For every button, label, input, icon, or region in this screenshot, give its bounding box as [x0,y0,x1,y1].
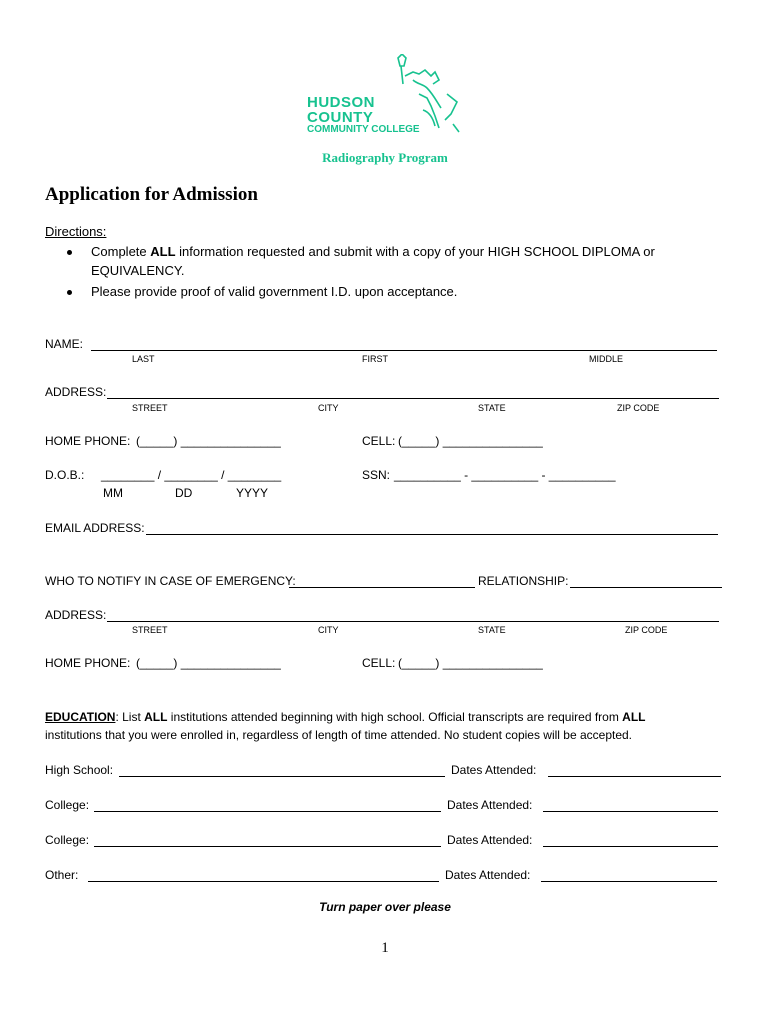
dob-input[interactable]: ________ / ________ / ________ [101,468,282,482]
college-2-input[interactable] [94,834,441,847]
other-label: Other: [45,868,79,882]
emergency-label: WHO TO NOTIFY IN CASE OF EMERGENCY: [45,574,296,588]
college-1-label: College: [45,798,90,812]
page-number: 1 [381,940,389,956]
emergency-address-sub-street: STREET [132,625,168,635]
email-input[interactable] [146,522,718,535]
emergency-cell-input[interactable]: (_____) _______________ [398,656,543,670]
college-1-dates-input[interactable] [543,799,718,812]
address-label: ADDRESS: [45,385,107,399]
page-title: Application for Admission [45,184,258,205]
emergency-address-input[interactable] [107,609,719,622]
emergency-address-sub-state: STATE [478,625,506,635]
program-name: Radiography Program [322,150,448,165]
cell-label: CELL: [362,434,396,448]
high-school-input[interactable] [119,764,445,777]
address-sub-state: STATE [478,403,506,413]
college-2-label: College: [45,833,90,847]
logo-line-3: COMMUNITY COLLEGE [307,124,420,135]
emergency-cell-label: CELL: [362,656,396,670]
emergency-home-phone-label: HOME PHONE: [45,656,131,670]
email-label: EMAIL ADDRESS: [45,521,145,535]
address-sub-city: CITY [318,403,339,413]
home-phone-label: HOME PHONE: [45,434,131,448]
education-heading: EDUCATION [45,710,116,724]
dob-sub-dd: DD [175,486,193,500]
turn-over-note: Turn paper over please [319,900,451,914]
direction-bullet-1-cont: EQUIVALENCY. [91,263,185,278]
address-sub-street: STREET [132,403,168,413]
emergency-home-phone-input[interactable]: (_____) _______________ [136,656,281,670]
relationship-input[interactable] [570,575,722,588]
name-sub-middle: MIDDLE [589,354,624,364]
home-phone-input[interactable]: (_____) _______________ [136,434,281,448]
emergency-address-sub-zip: ZIP CODE [625,625,668,635]
college-1-input[interactable] [94,799,441,812]
dob-sub-yyyy: YYYY [236,486,269,500]
direction-bullet-2: Please provide proof of valid government I.D. upon acceptance. [91,284,458,299]
emergency-address-sub-city: CITY [318,625,339,635]
college-logo [305,54,465,138]
high-school-label: High School: [45,763,114,777]
other-dates-label: Dates Attended: [445,868,531,882]
logo-line-2: COUNTY [307,109,374,126]
dob-label: D.O.B.: [45,468,85,482]
direction-bullet-1: Complete ALL information requested and submit with a copy of your HIGH SCHOOL DIPLOMA or [91,244,655,259]
other-dates-input[interactable] [541,869,717,882]
emergency-contact-input[interactable] [289,575,475,588]
relationship-label: RELATIONSHIP: [478,574,569,588]
address-sub-zip: ZIP CODE [617,403,660,413]
name-label: NAME: [45,337,84,351]
college-2-dates-label: Dates Attended: [447,833,533,847]
name-sub-last: LAST [132,354,155,364]
ssn-input[interactable]: __________ - __________ - __________ [394,468,616,482]
college-2-dates-input[interactable] [543,834,718,847]
cell-input[interactable]: (_____) _______________ [398,434,543,448]
bullet-icon [67,290,72,295]
name-sub-first: FIRST [362,354,388,364]
college-1-dates-label: Dates Attended: [447,798,533,812]
education-instructions-line-2: institutions that you were enrolled in, regardless of length of time attended. No student copies will be accepted. [45,728,633,742]
high-school-dates-input[interactable] [548,764,721,777]
other-input[interactable] [88,869,439,882]
emergency-address-label: ADDRESS: [45,608,107,622]
name-input[interactable] [91,338,717,351]
logo-line-1: HUDSON [307,94,376,111]
education-instructions-line-1: EDUCATION: List ALL institutions attended beginning with high school. Official transcripts are required from ALL [45,710,646,724]
dob-sub-mm: MM [103,486,123,500]
directions-heading: Directions: [45,224,107,239]
bullet-icon [67,250,72,255]
high-school-dates-label: Dates Attended: [451,763,537,777]
address-input[interactable] [107,386,719,399]
ssn-label: SSN: [362,468,391,482]
